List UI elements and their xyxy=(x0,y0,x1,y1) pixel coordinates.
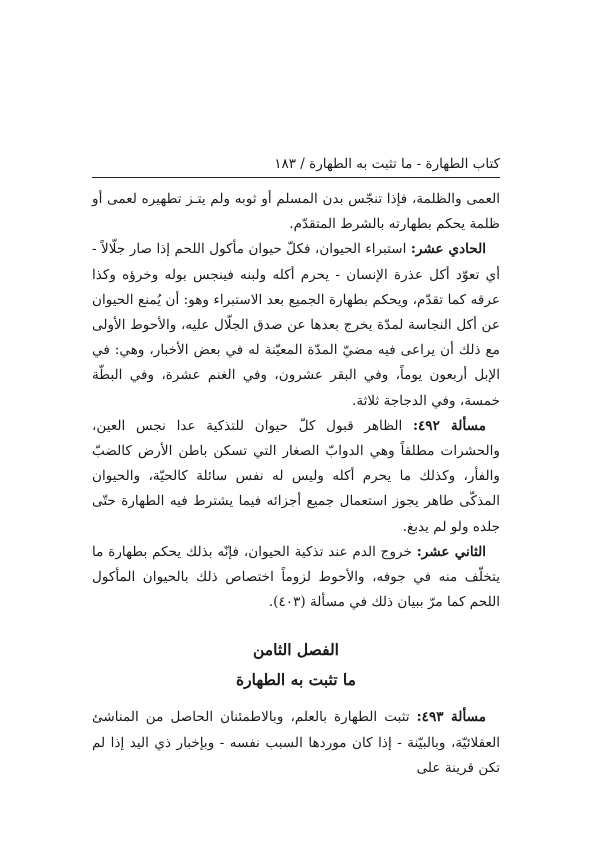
running-title: كتاب الطهارة - ما تثبت به الطهارة / ١٨٣ xyxy=(274,156,500,172)
paragraph-item-11 xyxy=(92,237,500,413)
page-body xyxy=(92,187,500,781)
paragraph-item-12 xyxy=(92,540,500,616)
paragraph-text: استبراء الحيوان، فكلّ حيوان مأكول اللحم إذا صار جلّالاً - أي تعوّد أكل عذرة الإنسان - يحرم أكله ولبنه فينجس بوله وخرؤه وكذا عرقه كما تقدّم، ويحكم بطهارة الجميع بعد الاستبراء وهو: أن يُمنع الحيوان عن أكل النجاسة لمدّة يخرج بعدها عن صدق الجلّال عليه، والأحوط الأولى مع ذلك أن يراعى فيه مضيّ المدّة المعيّنة له في بعض الأخبار، وهي: في الإبل أربعون يوماً، وفي البقر عشرون، وفي الغنم عشرة، وفي البطّة خمسة، وفي الدجاجة ثلاثة. xyxy=(92,241,500,409)
paragraph-lead: مسألة ٤٩٣: xyxy=(416,709,486,726)
paragraph-text: الظاهر قبول كلّ حيوان للتذكية عدا نجس العين، والحشرات مطلقاً وهي الدوابّ الصغار التي تسكن باطن الأرض كالضبّ والفأر، وكذلك ما يحرم أكله وليس له نفس سائلة كالحيّة، والحيوان المذكّى طاهر يجوز استعمال جميع أجزائه فيما يشترط فيه الطهارة حتّى جلده ولو لم يدبغ. xyxy=(92,417,500,535)
chapter-title: ما تثبت به الطهارة xyxy=(236,670,356,690)
paragraph-issue-492 xyxy=(92,414,500,540)
paragraph-text: خروج الدم عند تذكية الحيوان، فإنّه بذلك يحكم بطهارة ما يتخلّف منه في جوفه، والأحوط لزوماً اختصاص ذلك بالحيوان المأكول اللحم كما مرّ ببيان ذلك في مسألة (٤٠٣). xyxy=(92,543,500,611)
paragraph-text: العمى والظلمة، فإذا تنجّس بدن المسلم أو ثوبه ولم يتـز تطهيره لعمى أو ظلمة يحكم بطهارته بالشرط المتقدّم. xyxy=(92,191,500,233)
page-header xyxy=(92,155,500,178)
paragraph-continuation xyxy=(92,187,500,237)
paragraph-lead: مسألة ٤٩٢: xyxy=(412,417,486,434)
paragraph-lead: الحادي عشر: xyxy=(410,241,486,258)
paragraph-text: تثبت الطهارة بالعلم، وبالاطمئنان الحاصل من المناشئ العقلائيّة، وبالبيّنة - إذا كان موردها السبب نفسه - وبإخبار ذي اليد إذا لم تكن قرينة على xyxy=(92,709,500,776)
paragraph-lead: الثاني عشر: xyxy=(416,543,487,560)
paragraph-issue-493 xyxy=(92,705,500,781)
chapter-number-title: الفصل الثامن xyxy=(253,640,339,660)
